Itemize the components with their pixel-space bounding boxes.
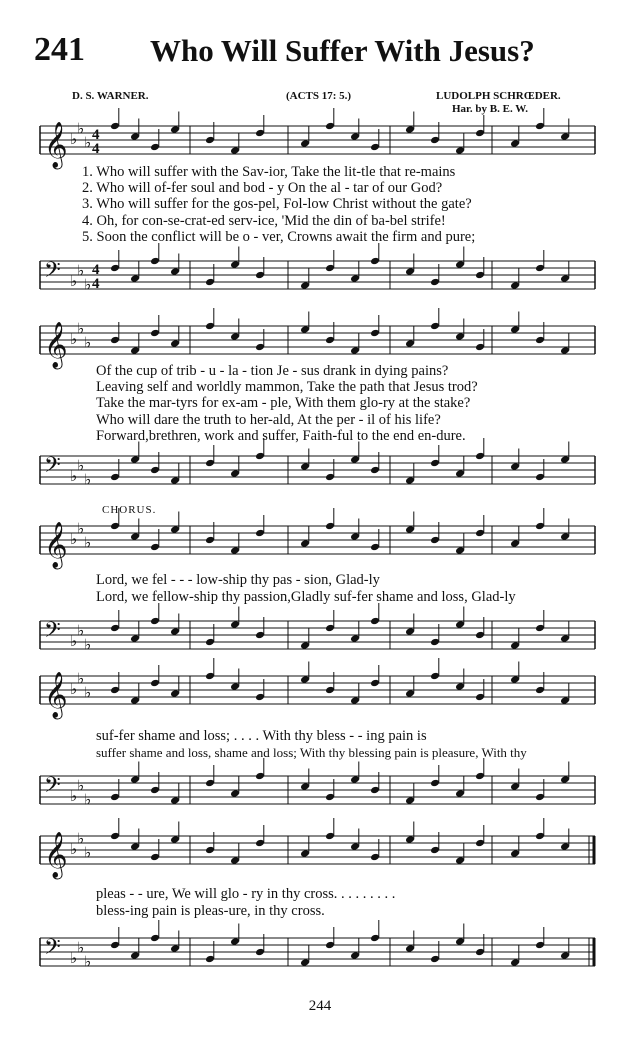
- verse-line-4: Who will dare the truth to her-ald, At the per - il of his life?: [96, 412, 441, 428]
- flat-icon: ♭: [70, 272, 78, 290]
- composer-credit: LUDOLPH SCHRŒDER.: [436, 90, 561, 102]
- flat-icon: ♭: [77, 319, 85, 338]
- flat-icon: ♭: [84, 333, 92, 352]
- flat-icon: ♭: [77, 119, 85, 138]
- verse-line-1: 1. Who will suffer with the Sav-ior, Take the lit-tle that re-mains: [82, 164, 456, 180]
- verse-line-2: Leaving self and worldly mammon, Take the path that Jesus trod?: [96, 379, 478, 395]
- music-system-1: [40, 118, 595, 318]
- flat-icon: ♭: [77, 261, 85, 280]
- bass-staff: [40, 930, 595, 980]
- flat-icon: ♭: [84, 133, 92, 152]
- chorus-lyric-2: suffer shame and loss, shame and loss; With thy blessing pain is pleasure, With thy: [96, 745, 527, 760]
- flat-icon: ♭: [70, 330, 78, 348]
- bass-clef-icon: 𝄢: [44, 453, 61, 483]
- hymn-title: Who Will Suffer With Jesus?: [150, 33, 535, 68]
- treble-staff: [40, 118, 595, 168]
- flat-icon: ♭: [77, 938, 85, 957]
- bass-staff: [40, 253, 595, 313]
- flat-icon: ♭: [84, 470, 92, 489]
- flat-icon: ♭: [77, 669, 85, 688]
- treble-staff: [40, 318, 595, 368]
- bass-clef-icon: 𝄢: [44, 258, 61, 288]
- flat-icon: ♭: [84, 275, 92, 294]
- flat-icon: ♭: [70, 632, 78, 650]
- verse-line-1: Of the cup of trib - u - la - tion Je - sus drank in dying pains?: [96, 363, 449, 379]
- flat-icon: ♭: [84, 790, 92, 809]
- flat-icon: ♭: [70, 840, 78, 858]
- treble-clef-icon: 𝄞: [44, 522, 68, 568]
- treble-clef-icon: 𝄞: [44, 322, 68, 368]
- chorus-lyric-1: Lord, we fel - - - low-ship thy pas - sion, Glad-ly: [96, 572, 380, 588]
- verse-line-5: Forward,brethren, work and suffer, Faith-ful to the end en-dure.: [96, 428, 466, 444]
- verse-line-4: 4. Oh, for con-se-crat-ed serv-ice, 'Mid the din of ba-bel strife!: [82, 213, 446, 229]
- flat-icon: ♭: [84, 635, 92, 654]
- page-number: 244: [308, 998, 332, 1014]
- bass-staff: [40, 613, 595, 663]
- flat-icon: ♭: [70, 949, 78, 967]
- chorus-lyric-1: suf-fer shame and loss; . . . . With thy bless - - ing pain is: [96, 728, 427, 744]
- verse-line-2: 2. Who will of-fer soul and bod - y On the al - tar of our God?: [82, 180, 443, 196]
- treble-clef-icon: 𝄞: [44, 122, 68, 168]
- flat-icon: ♭: [84, 683, 92, 702]
- treble-clef-icon: 𝄞: [44, 672, 68, 718]
- flat-icon: ♭: [84, 843, 92, 862]
- bass-clef-icon: 𝄢: [44, 618, 61, 648]
- treble-staff: [40, 828, 595, 878]
- flat-icon: ♭: [77, 621, 85, 640]
- flat-icon: ♭: [70, 787, 78, 805]
- flat-icon: ♭: [77, 519, 85, 538]
- verse-line-3: Take the mar-tyrs for ex-am - ple, With them glo-ry at the stake?: [96, 395, 471, 411]
- time-signature-top: 4: [92, 127, 100, 143]
- author-credit: D. S. WARNER.: [72, 90, 149, 102]
- bass-clef-icon: 𝄢: [44, 773, 61, 803]
- bass-clef-icon: 𝄢: [44, 935, 61, 965]
- treble-clef-icon: 𝄞: [44, 832, 68, 878]
- flat-icon: ♭: [70, 130, 78, 148]
- verse-line-3: 3. Who will suffer for the gos-pel, Fol-low Christ without the gate?: [82, 196, 472, 212]
- flat-icon: ♭: [77, 776, 85, 795]
- flat-icon: ♭: [77, 456, 85, 475]
- hymn-number: 241: [34, 31, 85, 68]
- chorus-lyric-2: bless-ing pain is pleas-ure, in thy cross.: [96, 903, 325, 919]
- flat-icon: ♭: [70, 680, 78, 698]
- bass-staff: [40, 768, 595, 818]
- music-system-3: [40, 498, 595, 663]
- time-signature-bottom: 4: [92, 276, 100, 292]
- flat-icon: ♭: [84, 952, 92, 971]
- music-system-4: [40, 668, 595, 828]
- flat-icon: ♭: [77, 829, 85, 848]
- verse-line-5: 5. Soon the conflict will be o - ver, Crowns await the firm and pure;: [82, 229, 476, 245]
- scripture-reference: (ACTS 17: 5.): [286, 90, 352, 102]
- arranger-credit: Har. by B. E. W.: [452, 103, 529, 115]
- flat-icon: ♭: [70, 530, 78, 548]
- music-system-2: [40, 318, 595, 498]
- time-signature-bottom: 4: [92, 141, 100, 157]
- flat-icon: ♭: [84, 533, 92, 552]
- chorus-lyric-1: pleas - - ure, We will glo - ry in thy cross. . . . . . . . .: [96, 886, 396, 902]
- treble-staff: [40, 668, 595, 718]
- chorus-label: CHORUS.: [102, 504, 157, 516]
- music-system-5: [40, 828, 595, 993]
- chorus-lyric-2: Lord, we fellow-ship thy passion,Gladly suf-fer shame and loss, Glad-ly: [96, 589, 516, 605]
- time-signature-top: 4: [92, 262, 100, 278]
- treble-staff: [40, 518, 595, 568]
- flat-icon: ♭: [70, 467, 78, 485]
